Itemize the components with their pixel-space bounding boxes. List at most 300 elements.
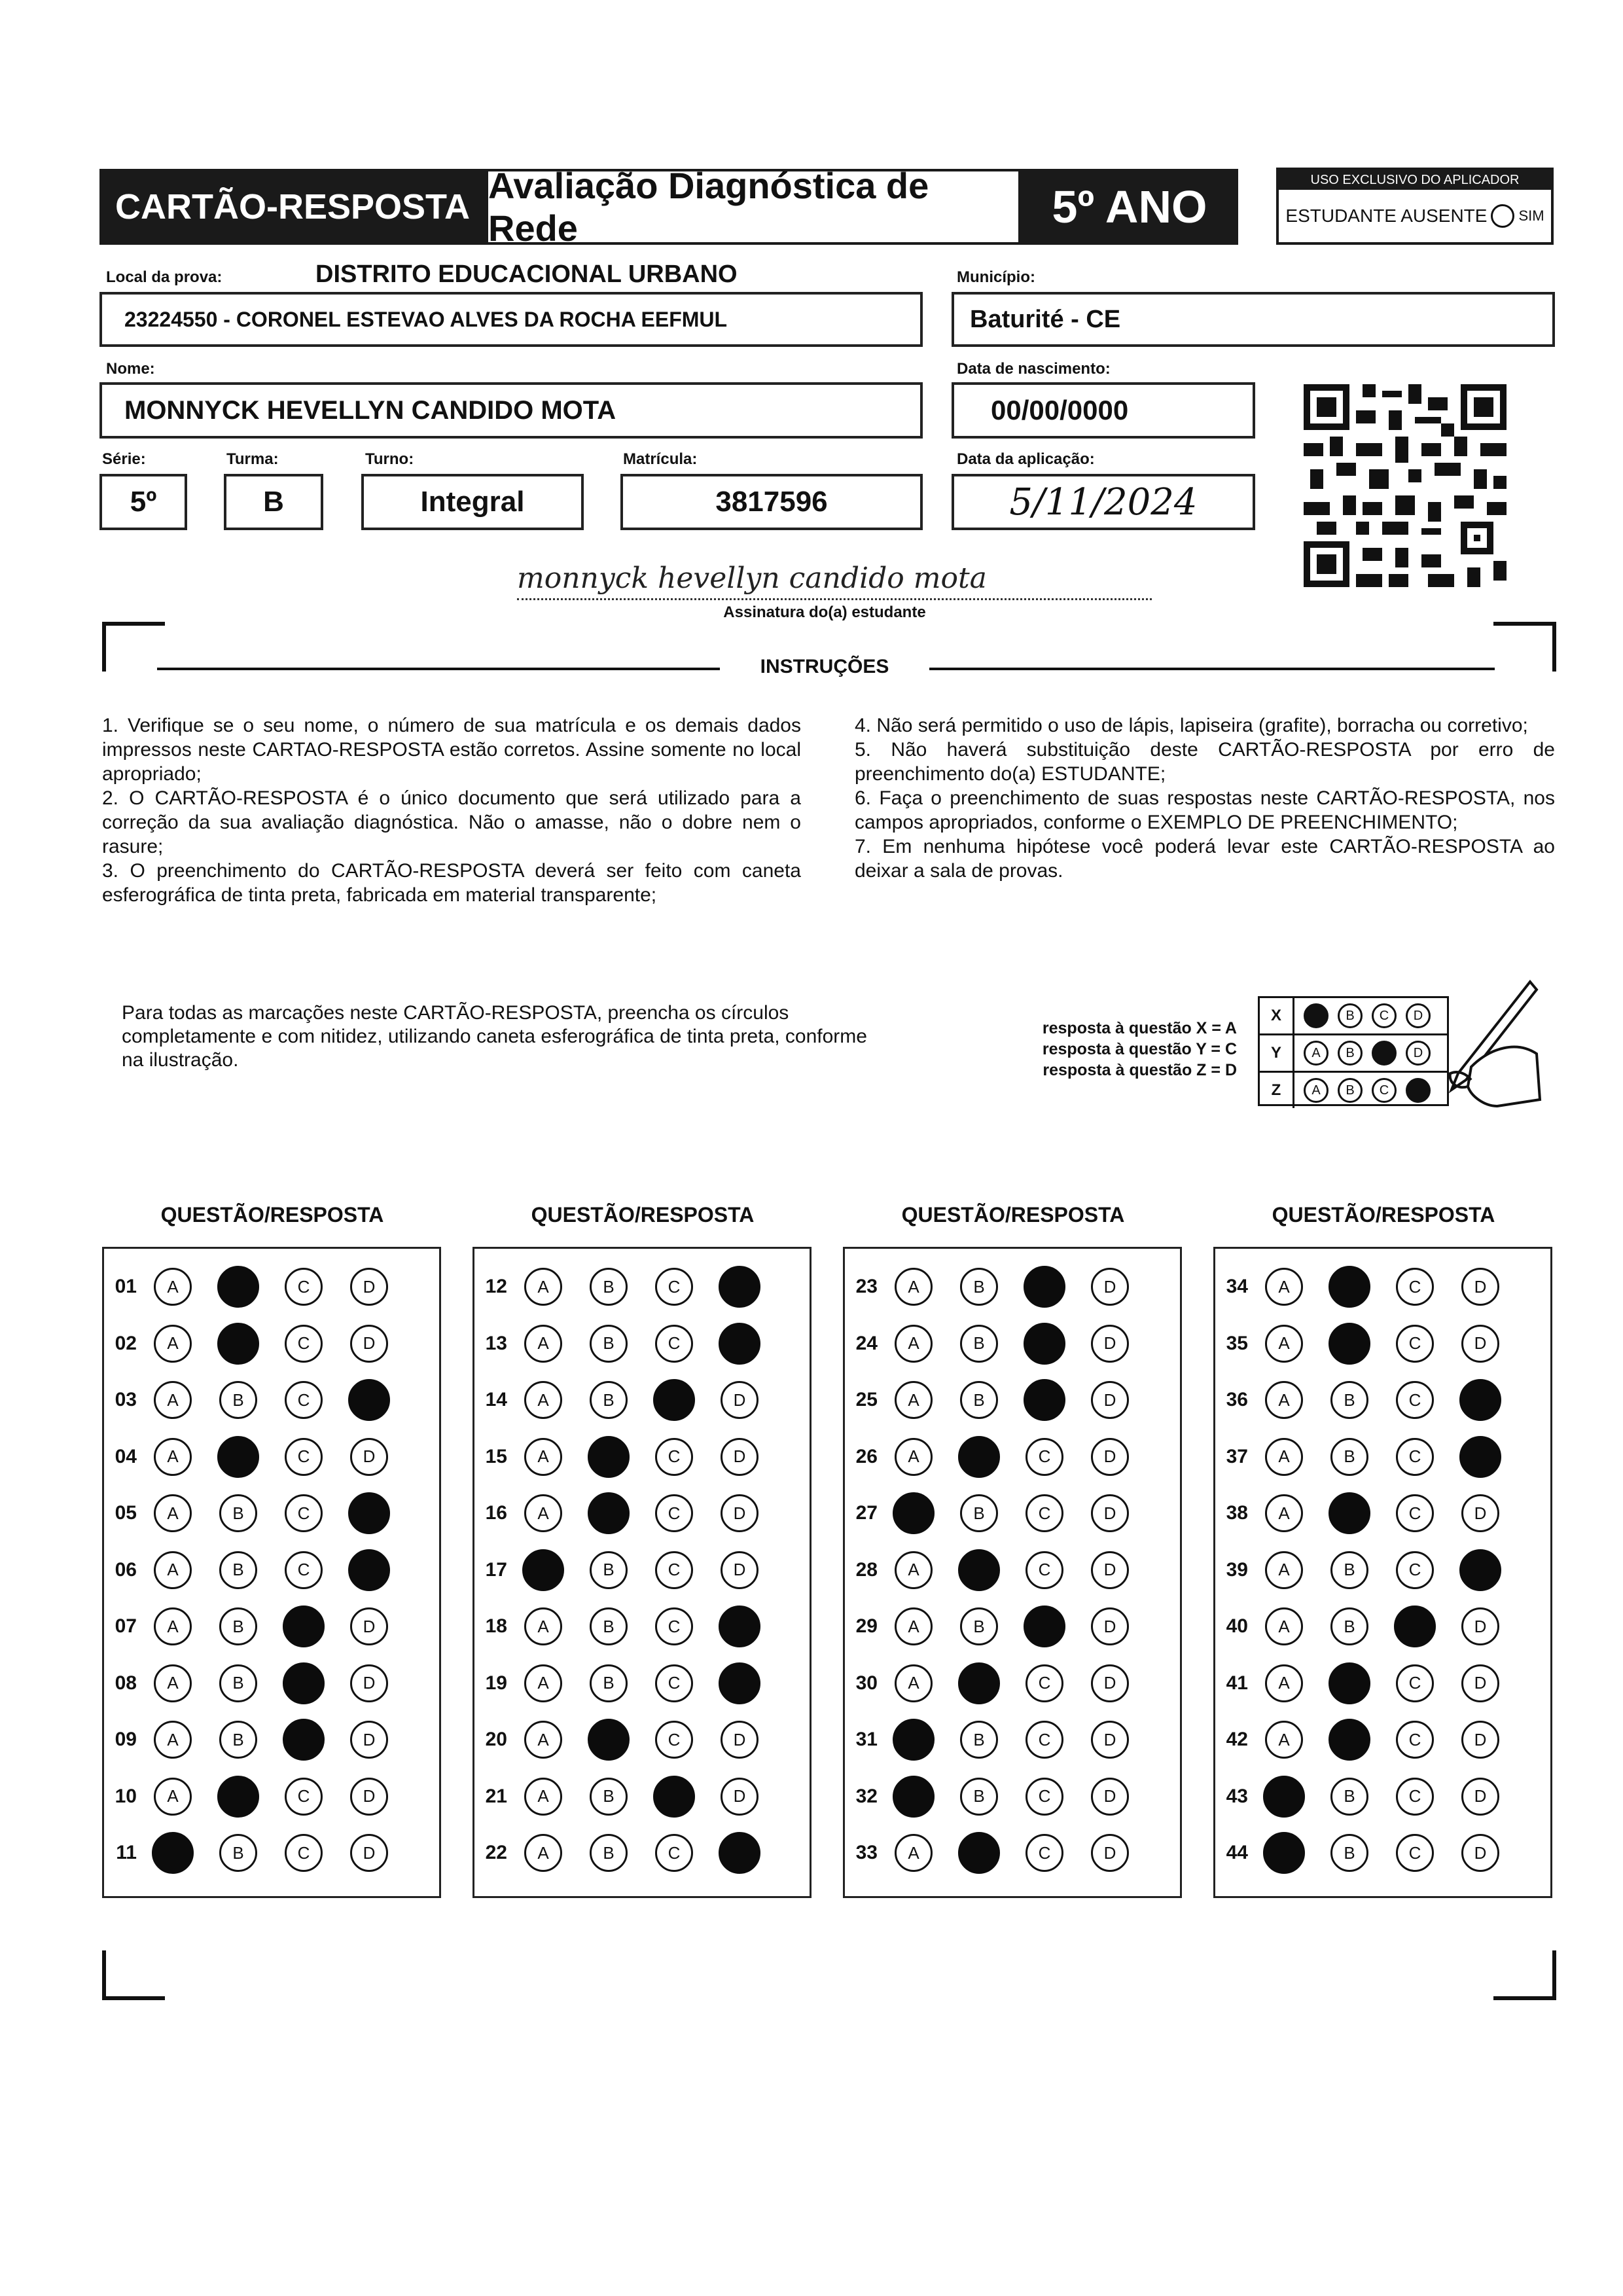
answer-bubble-marked[interactable] bbox=[1024, 1266, 1065, 1308]
answer-row bbox=[104, 1437, 439, 1477]
answer-bubble[interactable]: D bbox=[1461, 1834, 1499, 1872]
answer-bubble[interactable]: D bbox=[350, 1438, 388, 1476]
answer-bubble-marked[interactable] bbox=[348, 1549, 390, 1591]
nome-label: Nome: bbox=[106, 360, 155, 378]
answer-bubble-marked[interactable] bbox=[1263, 1776, 1305, 1818]
answer-bubble[interactable]: D bbox=[1461, 1607, 1499, 1645]
answer-bubble[interactable]: A bbox=[895, 1438, 933, 1476]
answer-bubble[interactable]: D bbox=[1461, 1664, 1499, 1702]
answer-bubble-marked[interactable] bbox=[958, 1662, 1000, 1704]
example-bubble: B bbox=[1338, 1041, 1363, 1066]
answer-bubble[interactable]: A bbox=[154, 1778, 192, 1816]
answer-row bbox=[1215, 1324, 1550, 1363]
answer-bubble[interactable]: C bbox=[1396, 1778, 1434, 1816]
answer-bubble[interactable]: A bbox=[895, 1381, 933, 1419]
answer-bubble[interactable]: D bbox=[1461, 1494, 1499, 1532]
answer-bubble[interactable]: B bbox=[960, 1381, 998, 1419]
answer-row bbox=[474, 1720, 810, 1759]
answer-bubble[interactable]: B bbox=[960, 1494, 998, 1532]
answer-bubble[interactable]: B bbox=[590, 1607, 628, 1645]
nome-field: MONNYCK HEVELLYN CANDIDO MOTA bbox=[99, 382, 923, 439]
answer-bubble-marked[interactable] bbox=[1329, 1266, 1370, 1308]
answer-bubble[interactable]: C bbox=[655, 1607, 693, 1645]
corner-mark-bottom-right bbox=[1493, 1950, 1556, 2000]
question-number: 24 bbox=[855, 1332, 878, 1354]
serie-label: Série: bbox=[102, 450, 146, 468]
question-number: 26 bbox=[855, 1445, 878, 1467]
matricula-label: Matrícula: bbox=[623, 450, 698, 468]
answer-bubble[interactable]: C bbox=[1396, 1325, 1434, 1363]
answer-bubble[interactable]: A bbox=[154, 1268, 192, 1306]
example-row bbox=[1260, 998, 1447, 1035]
absent-field bbox=[1279, 190, 1551, 242]
answer-bubble[interactable]: C bbox=[1026, 1551, 1063, 1589]
answer-row bbox=[1215, 1833, 1550, 1873]
school-field: 23224550 - CORONEL ESTEVAO ALVES DA ROCHA EEFMUL bbox=[99, 292, 923, 347]
answer-bubble[interactable]: A bbox=[524, 1607, 562, 1645]
answer-bubble-marked[interactable] bbox=[719, 1832, 760, 1874]
answer-bubble-marked[interactable] bbox=[152, 1832, 194, 1874]
answer-bubble-marked[interactable] bbox=[348, 1492, 390, 1534]
answer-bubble[interactable]: A bbox=[524, 1664, 562, 1702]
example-bubble: B bbox=[1338, 1078, 1363, 1103]
answer-bubble[interactable]: B bbox=[219, 1381, 257, 1419]
turno-label: Turno: bbox=[365, 450, 414, 468]
answer-bubble[interactable]: A bbox=[154, 1494, 192, 1532]
example-row-label: Z bbox=[1260, 1073, 1294, 1108]
answer-bubble[interactable]: B bbox=[960, 1607, 998, 1645]
question-number: 22 bbox=[485, 1842, 507, 1863]
answer-bubble[interactable]: A bbox=[524, 1721, 562, 1759]
answer-bubble[interactable]: A bbox=[154, 1438, 192, 1476]
question-number: 30 bbox=[855, 1672, 878, 1694]
example-bubble: D bbox=[1406, 1041, 1431, 1066]
corner-mark-top-right bbox=[1493, 622, 1556, 672]
answer-bubble-marked[interactable] bbox=[217, 1266, 259, 1308]
answer-bubble[interactable]: A bbox=[154, 1551, 192, 1589]
answer-bubble[interactable]: C bbox=[1026, 1778, 1063, 1816]
answer-bubble[interactable]: B bbox=[590, 1325, 628, 1363]
answer-bubble[interactable]: A bbox=[1265, 1268, 1303, 1306]
local-label: Local da prova: bbox=[106, 268, 223, 286]
question-number: 43 bbox=[1226, 1785, 1248, 1807]
question-number: 28 bbox=[855, 1558, 878, 1581]
answer-bubble[interactable]: A bbox=[154, 1664, 192, 1702]
answer-bubble-marked[interactable] bbox=[1263, 1832, 1305, 1874]
answer-bubble[interactable]: D bbox=[1091, 1664, 1129, 1702]
instruction-7: 7. Em nenhuma hipótese você poderá levar este CARTÃO-RESPOSTA ao deixar a sala de provas. bbox=[855, 836, 1555, 882]
example-bubble: C bbox=[1372, 1078, 1397, 1103]
answer-bubble[interactable]: C bbox=[655, 1325, 693, 1363]
answer-bubble[interactable]: D bbox=[1461, 1778, 1499, 1816]
instruction-5: 5. Não haverá substituição deste CARTÃO-RESPOSTA por erro de preenchimento do(a) ESTUDANTE; bbox=[855, 739, 1555, 785]
answer-bubble[interactable]: C bbox=[285, 1551, 323, 1589]
answer-column bbox=[473, 1247, 812, 1898]
answer-bubble[interactable]: C bbox=[655, 1268, 693, 1306]
answer-bubble-marked[interactable] bbox=[1459, 1436, 1501, 1478]
answer-row bbox=[1215, 1380, 1550, 1420]
absent-bubble[interactable] bbox=[1491, 204, 1514, 228]
answer-bubble[interactable]: B bbox=[590, 1664, 628, 1702]
answer-row bbox=[845, 1324, 1180, 1363]
answer-bubble[interactable]: C bbox=[1026, 1664, 1063, 1702]
question-number: 01 bbox=[115, 1276, 137, 1297]
question-number: 08 bbox=[115, 1672, 137, 1694]
answer-bubble-marked[interactable] bbox=[653, 1379, 695, 1421]
answer-bubble[interactable]: D bbox=[721, 1721, 758, 1759]
example-row bbox=[1260, 1035, 1447, 1073]
answer-bubble-marked[interactable] bbox=[348, 1379, 390, 1421]
answer-bubble[interactable]: C bbox=[1026, 1494, 1063, 1532]
absent-option: SIM bbox=[1518, 207, 1544, 224]
question-number: 09 bbox=[115, 1729, 137, 1750]
answer-bubble[interactable]: B bbox=[219, 1494, 257, 1532]
answer-bubble[interactable]: B bbox=[1330, 1438, 1368, 1476]
answer-row bbox=[474, 1833, 810, 1873]
answer-bubble[interactable]: A bbox=[1265, 1494, 1303, 1532]
turma-field: B bbox=[224, 474, 323, 530]
question-number: 11 bbox=[116, 1842, 137, 1863]
answer-bubble[interactable]: C bbox=[285, 1494, 323, 1532]
example-bubble bbox=[1304, 1003, 1329, 1028]
answer-bubble-marked[interactable] bbox=[588, 1436, 630, 1478]
answer-bubble-marked[interactable] bbox=[653, 1776, 695, 1818]
answer-bubble[interactable]: D bbox=[350, 1834, 388, 1872]
answer-bubble[interactable]: C bbox=[655, 1438, 693, 1476]
question-number: 25 bbox=[855, 1389, 878, 1410]
divider-left bbox=[157, 668, 720, 670]
answer-bubble-marked[interactable] bbox=[1329, 1662, 1370, 1704]
answer-bubble[interactable]: C bbox=[285, 1438, 323, 1476]
answer-bubble[interactable]: D bbox=[721, 1494, 758, 1532]
answer-bubble-marked[interactable] bbox=[1459, 1549, 1501, 1591]
answer-bubble[interactable]: B bbox=[219, 1551, 257, 1589]
answer-row bbox=[474, 1437, 810, 1477]
answer-bubble-marked[interactable] bbox=[893, 1492, 935, 1534]
answer-row bbox=[104, 1720, 439, 1759]
signature: monnyck hevellyn candido mota bbox=[517, 562, 1152, 600]
example-bubble bbox=[1372, 1041, 1397, 1066]
answer-bubble[interactable]: B bbox=[960, 1268, 998, 1306]
answer-bubble[interactable]: A bbox=[1265, 1438, 1303, 1476]
answer-bubble[interactable]: A bbox=[895, 1551, 933, 1589]
answer-bubble[interactable]: C bbox=[655, 1494, 693, 1532]
municipio-field: Baturité - CE bbox=[952, 292, 1555, 347]
aplicador-label: USO EXCLUSIVO DO APLICADOR bbox=[1279, 170, 1551, 190]
answer-bubble[interactable]: C bbox=[1396, 1551, 1434, 1589]
corner-mark-bottom-left bbox=[102, 1950, 165, 2000]
answer-row bbox=[474, 1267, 810, 1306]
answer-bubble[interactable]: C bbox=[655, 1664, 693, 1702]
answer-bubble[interactable]: C bbox=[1396, 1494, 1434, 1532]
answer-bubble[interactable]: D bbox=[1091, 1438, 1129, 1476]
answer-bubble[interactable]: C bbox=[285, 1834, 323, 1872]
answer-bubble-marked[interactable] bbox=[958, 1832, 1000, 1874]
nascimento-field: 00/00/0000 bbox=[952, 382, 1255, 439]
grade-badge: 5º ANO bbox=[1021, 169, 1238, 245]
answer-bubble[interactable]: A bbox=[524, 1834, 562, 1872]
answer-bubble[interactable]: A bbox=[524, 1438, 562, 1476]
answer-bubble[interactable]: C bbox=[655, 1551, 693, 1589]
answer-row bbox=[1215, 1437, 1550, 1477]
answer-bubble[interactable]: B bbox=[219, 1721, 257, 1759]
aplicacao-label: Data da aplicação: bbox=[957, 450, 1095, 468]
answer-bubble-marked[interactable] bbox=[588, 1492, 630, 1534]
example-row-label: X bbox=[1260, 998, 1294, 1033]
answer-bubble-marked[interactable] bbox=[719, 1662, 760, 1704]
question-number: 34 bbox=[1226, 1276, 1248, 1297]
answer-column-title: QUESTÃO/RESPOSTA bbox=[160, 1203, 384, 1227]
answer-row bbox=[474, 1380, 810, 1420]
answer-row bbox=[1215, 1551, 1550, 1590]
answer-bubble[interactable]: D bbox=[1091, 1494, 1129, 1532]
question-number: 35 bbox=[1226, 1332, 1248, 1354]
answer-bubble-marked[interactable] bbox=[958, 1549, 1000, 1591]
pen-hand-icon bbox=[1432, 975, 1543, 1119]
question-number: 06 bbox=[115, 1558, 137, 1581]
question-number: 44 bbox=[1226, 1842, 1248, 1863]
answer-bubble[interactable]: D bbox=[350, 1778, 388, 1816]
assessment-title: Avaliação Diagnóstica de Rede bbox=[486, 169, 1021, 245]
answer-bubble[interactable]: D bbox=[1461, 1721, 1499, 1759]
answer-bubble[interactable]: A bbox=[895, 1268, 933, 1306]
answer-bubble[interactable]: D bbox=[1091, 1551, 1129, 1589]
question-number: 07 bbox=[115, 1615, 137, 1637]
question-number: 16 bbox=[485, 1502, 507, 1524]
question-number: 03 bbox=[115, 1389, 137, 1410]
answer-row bbox=[1215, 1267, 1550, 1306]
example-bubble bbox=[1406, 1078, 1431, 1103]
answer-bubble[interactable]: B bbox=[590, 1834, 628, 1872]
answer-bubble[interactable]: B bbox=[960, 1778, 998, 1816]
fill-example bbox=[1258, 996, 1449, 1106]
answer-bubble[interactable]: D bbox=[1461, 1268, 1499, 1306]
answer-bubble[interactable]: C bbox=[285, 1778, 323, 1816]
answer-row bbox=[104, 1380, 439, 1420]
answer-bubble[interactable]: C bbox=[285, 1268, 323, 1306]
answer-row bbox=[845, 1720, 1180, 1759]
card-title: CARTÃO-RESPOSTA bbox=[99, 169, 486, 245]
answer-row bbox=[104, 1607, 439, 1646]
answer-bubble[interactable]: C bbox=[1396, 1438, 1434, 1476]
answer-row bbox=[845, 1777, 1180, 1816]
answer-bubble[interactable]: D bbox=[721, 1778, 758, 1816]
answer-bubble[interactable]: C bbox=[655, 1834, 693, 1872]
answer-bubble[interactable]: D bbox=[1091, 1325, 1129, 1363]
answer-bubble[interactable]: A bbox=[524, 1494, 562, 1532]
answer-row bbox=[104, 1324, 439, 1363]
answer-bubble[interactable]: A bbox=[154, 1325, 192, 1363]
question-number: 33 bbox=[855, 1842, 878, 1863]
answer-bubble[interactable]: A bbox=[154, 1721, 192, 1759]
answer-column bbox=[843, 1247, 1182, 1898]
answer-bubble-marked[interactable] bbox=[283, 1662, 325, 1704]
answer-bubble[interactable]: B bbox=[219, 1607, 257, 1645]
answer-bubble[interactable]: B bbox=[590, 1778, 628, 1816]
answer-bubble-marked[interactable] bbox=[1024, 1379, 1065, 1421]
answer-row bbox=[104, 1551, 439, 1590]
answer-row bbox=[104, 1777, 439, 1816]
answer-bubble-marked[interactable] bbox=[719, 1605, 760, 1647]
answer-bubble[interactable]: B bbox=[590, 1381, 628, 1419]
answer-bubble[interactable]: A bbox=[1265, 1381, 1303, 1419]
answer-bubble[interactable]: A bbox=[524, 1778, 562, 1816]
example-bubble: B bbox=[1338, 1003, 1363, 1028]
answer-row bbox=[474, 1664, 810, 1703]
answer-bubble[interactable]: A bbox=[895, 1834, 933, 1872]
answer-bubble[interactable]: D bbox=[1091, 1607, 1129, 1645]
answer-bubble[interactable]: C bbox=[1396, 1268, 1434, 1306]
answer-bubble[interactable]: C bbox=[1026, 1438, 1063, 1476]
answer-bubble[interactable]: D bbox=[1091, 1381, 1129, 1419]
answer-bubble[interactable]: B bbox=[219, 1834, 257, 1872]
answer-bubble[interactable]: D bbox=[350, 1268, 388, 1306]
answer-bubble[interactable]: C bbox=[655, 1721, 693, 1759]
answer-bubble[interactable]: B bbox=[1330, 1551, 1368, 1589]
answer-bubble[interactable]: B bbox=[590, 1268, 628, 1306]
answer-bubble[interactable]: C bbox=[1396, 1381, 1434, 1419]
answer-row bbox=[104, 1833, 439, 1873]
qr-code-icon bbox=[1304, 384, 1507, 587]
answer-bubble-marked[interactable] bbox=[1024, 1605, 1065, 1647]
answer-bubble-marked[interactable] bbox=[283, 1605, 325, 1647]
fill-instructions: Para todas as marcações neste CARTÃO-RESPOSTA, preencha os círculos completamente e com nitidez, utilizando caneta esferográfica de tinta preta, conforme na ilustração. bbox=[122, 1002, 867, 1071]
answer-bubble[interactable]: B bbox=[1330, 1381, 1368, 1419]
answer-bubble-marked[interactable] bbox=[1394, 1605, 1436, 1647]
question-number: 38 bbox=[1226, 1502, 1248, 1524]
question-number: 23 bbox=[855, 1276, 878, 1297]
answer-bubble[interactable]: D bbox=[1091, 1721, 1129, 1759]
answer-bubble[interactable]: C bbox=[1026, 1721, 1063, 1759]
answer-row bbox=[474, 1551, 810, 1590]
answer-bubble[interactable]: C bbox=[1396, 1664, 1434, 1702]
answer-bubble-marked[interactable] bbox=[719, 1323, 760, 1365]
answer-bubble[interactable]: D bbox=[721, 1438, 758, 1476]
answer-bubble[interactable]: D bbox=[1461, 1325, 1499, 1363]
answer-bubble-marked[interactable] bbox=[958, 1436, 1000, 1478]
answer-bubble[interactable]: A bbox=[154, 1607, 192, 1645]
answer-bubble[interactable]: C bbox=[1026, 1834, 1063, 1872]
answer-row bbox=[1215, 1664, 1550, 1703]
answer-bubble[interactable]: A bbox=[1265, 1551, 1303, 1589]
answer-bubble[interactable]: B bbox=[1330, 1607, 1368, 1645]
answer-row bbox=[104, 1664, 439, 1703]
answer-bubble[interactable]: A bbox=[895, 1325, 933, 1363]
example-legend bbox=[982, 1018, 1237, 1081]
answer-column bbox=[102, 1247, 441, 1898]
answer-column-title: QUESTÃO/RESPOSTA bbox=[1272, 1203, 1495, 1227]
answer-bubble[interactable]: D bbox=[350, 1325, 388, 1363]
question-number: 42 bbox=[1226, 1729, 1248, 1750]
answer-bubble-marked[interactable] bbox=[1329, 1719, 1370, 1761]
answer-bubble[interactable]: D bbox=[1091, 1268, 1129, 1306]
aplicacao-field: 5/11/2024 bbox=[952, 474, 1255, 530]
answer-bubble-marked[interactable] bbox=[1024, 1323, 1065, 1365]
answer-bubble[interactable]: A bbox=[1265, 1325, 1303, 1363]
question-number: 05 bbox=[115, 1502, 137, 1524]
answer-bubble-marked[interactable] bbox=[719, 1266, 760, 1308]
question-number: 41 bbox=[1226, 1672, 1248, 1694]
answer-row bbox=[1215, 1607, 1550, 1646]
answer-bubble-marked[interactable] bbox=[1329, 1492, 1370, 1534]
answer-column bbox=[1213, 1247, 1552, 1898]
question-number: 39 bbox=[1226, 1558, 1248, 1581]
municipio-label: Município: bbox=[957, 268, 1035, 286]
answer-bubble[interactable]: C bbox=[1396, 1834, 1434, 1872]
question-number: 21 bbox=[485, 1785, 507, 1807]
example-legend-z: resposta à questão Z = D bbox=[1043, 1061, 1237, 1079]
answer-bubble[interactable]: A bbox=[154, 1381, 192, 1419]
instruction-6: 6. Faça o preenchimento de suas respostas neste CARTÃO-RESPOSTA, nos campos apropriados, conforme o EXEMPLO DE PREENCHIMENTO; bbox=[855, 787, 1555, 833]
answer-bubble[interactable]: A bbox=[524, 1325, 562, 1363]
answer-bubble-marked[interactable] bbox=[217, 1323, 259, 1365]
answer-bubble-marked[interactable] bbox=[1459, 1379, 1501, 1421]
answer-bubble[interactable]: B bbox=[1330, 1778, 1368, 1816]
answer-bubble-marked[interactable] bbox=[588, 1719, 630, 1761]
answer-row bbox=[474, 1777, 810, 1816]
answer-bubble[interactable]: A bbox=[524, 1381, 562, 1419]
example-legend-x: resposta à questão X = A bbox=[1042, 1019, 1237, 1037]
question-number: 36 bbox=[1226, 1389, 1248, 1410]
question-number: 29 bbox=[855, 1615, 878, 1637]
answer-bubble-marked[interactable] bbox=[522, 1549, 564, 1591]
answer-bubble[interactable]: B bbox=[1330, 1834, 1368, 1872]
serie-field: 5º bbox=[99, 474, 187, 530]
question-number: 04 bbox=[115, 1445, 137, 1467]
answer-bubble[interactable]: D bbox=[350, 1721, 388, 1759]
answer-bubble[interactable]: D bbox=[1091, 1778, 1129, 1816]
question-number: 20 bbox=[485, 1729, 507, 1750]
answer-bubble[interactable]: D bbox=[350, 1664, 388, 1702]
example-bubble: A bbox=[1304, 1078, 1329, 1103]
answer-bubble[interactable]: B bbox=[960, 1721, 998, 1759]
local-value: DISTRITO EDUCACIONAL URBANO bbox=[315, 260, 738, 288]
corner-mark-top-left bbox=[102, 622, 165, 672]
answer-row bbox=[474, 1494, 810, 1533]
answer-bubble[interactable]: A bbox=[1265, 1721, 1303, 1759]
answer-bubble[interactable]: A bbox=[1265, 1607, 1303, 1645]
answer-bubble-marked[interactable] bbox=[283, 1719, 325, 1761]
answer-row bbox=[1215, 1777, 1550, 1816]
answer-bubble[interactable]: A bbox=[1265, 1664, 1303, 1702]
answer-row bbox=[104, 1494, 439, 1533]
question-number: 40 bbox=[1226, 1615, 1248, 1637]
answer-bubble[interactable]: C bbox=[285, 1325, 323, 1363]
answer-bubble-marked[interactable] bbox=[893, 1776, 935, 1818]
answer-bubble-marked[interactable] bbox=[217, 1436, 259, 1478]
answer-bubble[interactable]: B bbox=[960, 1325, 998, 1363]
answer-bubble[interactable]: C bbox=[1396, 1721, 1434, 1759]
answer-bubble-marked[interactable] bbox=[893, 1719, 935, 1761]
answer-bubble-marked[interactable] bbox=[1329, 1323, 1370, 1365]
answer-bubble[interactable]: A bbox=[895, 1664, 933, 1702]
answer-bubble[interactable]: A bbox=[524, 1268, 562, 1306]
answer-row bbox=[845, 1267, 1180, 1306]
answer-bubble[interactable]: C bbox=[285, 1381, 323, 1419]
question-number: 31 bbox=[855, 1729, 878, 1750]
answer-bubble-marked[interactable] bbox=[217, 1776, 259, 1818]
answer-bubble[interactable]: D bbox=[721, 1551, 758, 1589]
example-bubble: C bbox=[1372, 1003, 1397, 1028]
instruction-1: 1. Verifique se o seu nome, o número de sua matrícula e os demais dados impressos neste CARTAO-RESPOSTA estão corretos. Assine somente no local apropriado; bbox=[102, 715, 801, 785]
answer-bubble[interactable]: A bbox=[895, 1607, 933, 1645]
answer-bubble[interactable]: B bbox=[219, 1664, 257, 1702]
answer-bubble[interactable]: D bbox=[350, 1607, 388, 1645]
answer-bubble[interactable]: D bbox=[1091, 1834, 1129, 1872]
question-number: 18 bbox=[485, 1615, 507, 1637]
answer-bubble[interactable]: B bbox=[590, 1551, 628, 1589]
answer-bubble[interactable]: D bbox=[721, 1381, 758, 1419]
